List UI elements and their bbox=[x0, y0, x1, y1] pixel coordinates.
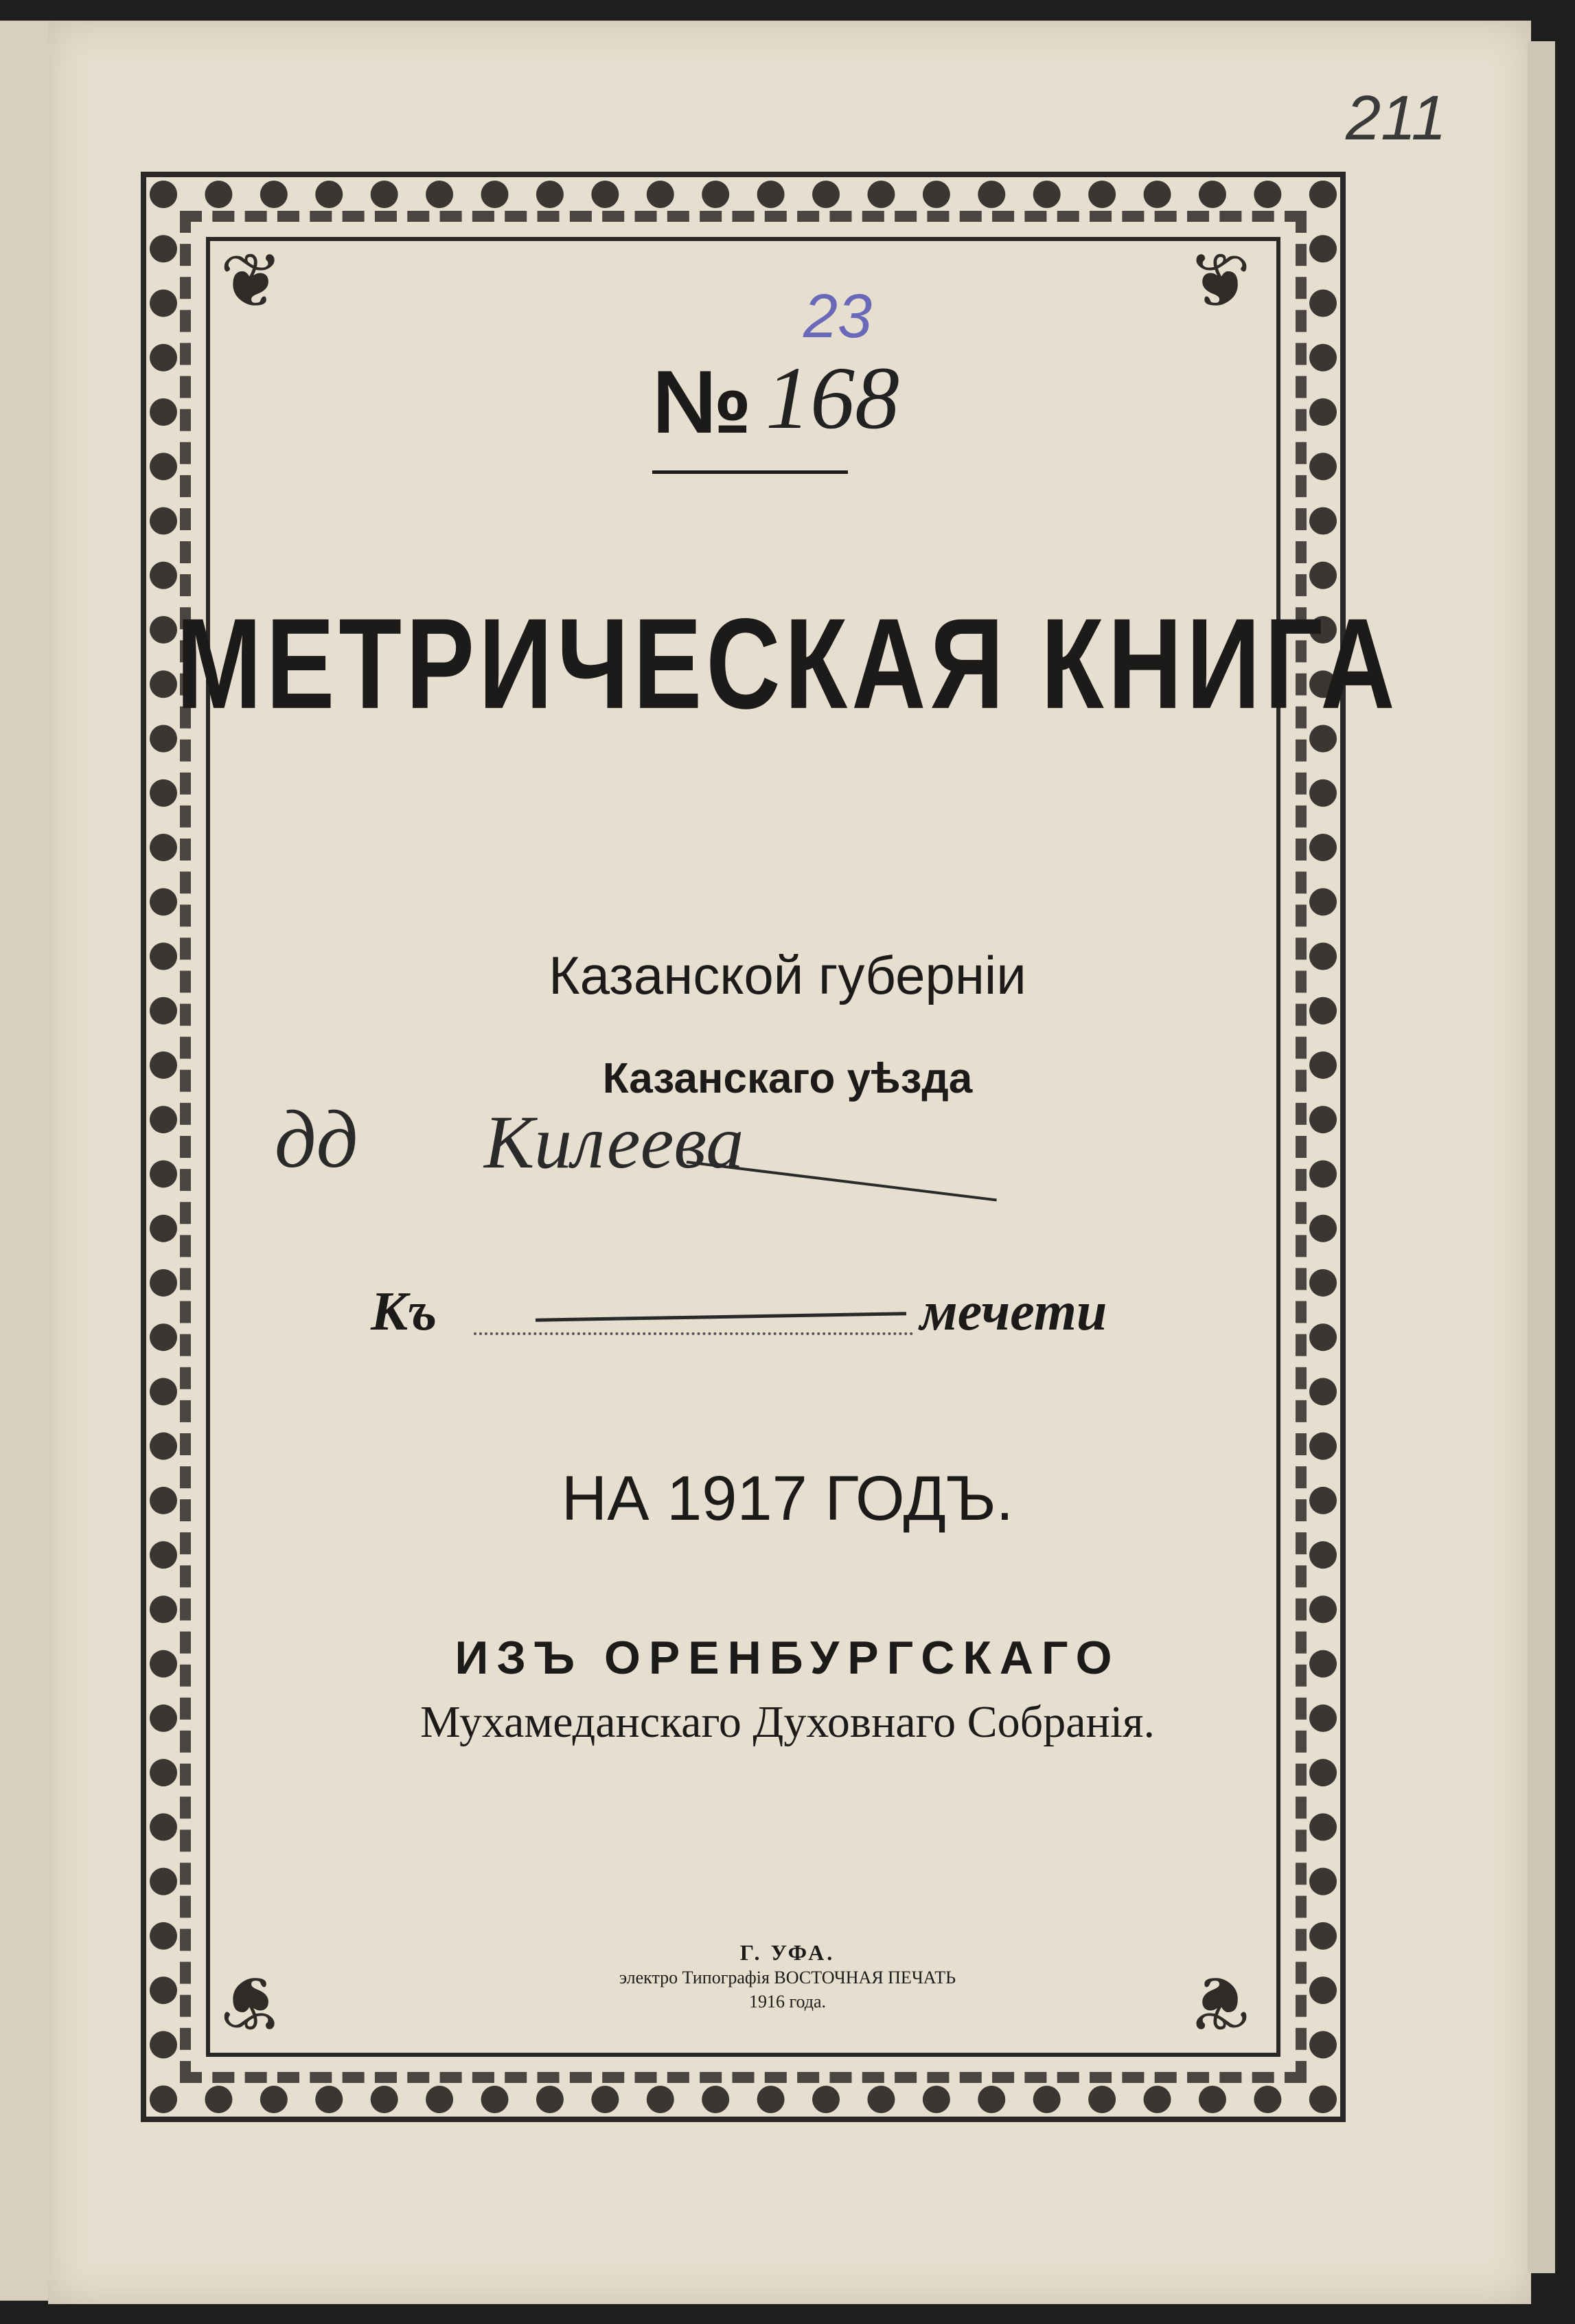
issuer-line-1: ИЗЪ ОРЕНБУРГСКАГО bbox=[455, 1632, 1120, 1684]
document-title: МЕТРИЧЕСКАЯ КНИГА bbox=[176, 591, 1399, 736]
province-line: Казанской губерніи bbox=[549, 945, 1026, 1005]
corner-flourish-icon: ❦ bbox=[220, 240, 284, 323]
district-line: Казанскаго уѣзда bbox=[602, 1055, 973, 1102]
corner-flourish-icon: ❦ bbox=[1188, 1960, 1252, 2044]
mosque-prefix: Къ bbox=[371, 1281, 437, 1342]
book-number: 168 bbox=[766, 349, 899, 448]
year-line: НА 1917 ГОДЪ. bbox=[561, 1463, 1014, 1534]
mosque-name-blank bbox=[474, 1332, 913, 1335]
imprint-city: Г. УФА. bbox=[739, 1940, 836, 1965]
imprint-printer: электро Типографія ВОСТОЧНАЯ ПЕЧАТЬ bbox=[619, 1968, 956, 1987]
number-underline bbox=[652, 470, 848, 474]
corner-flourish-icon: ❦ bbox=[220, 1960, 284, 2044]
number-sign: № bbox=[652, 352, 752, 452]
imprint-year: 1916 года. bbox=[748, 1992, 827, 2012]
stamp-number: 23 bbox=[803, 282, 873, 351]
corner-flourish-icon: ❦ bbox=[1188, 240, 1252, 323]
handwritten-village: Килеева bbox=[484, 1100, 744, 1184]
right-page-edge bbox=[1528, 41, 1555, 2273]
issuer-line-2: Мухамеданскаго Духовнаго Собранія. bbox=[419, 1697, 1156, 1747]
mosque-suffix: мечети bbox=[920, 1281, 1107, 1342]
archive-page-number: 211 bbox=[1346, 83, 1447, 153]
handwritten-abbrev: дд bbox=[275, 1093, 358, 1185]
